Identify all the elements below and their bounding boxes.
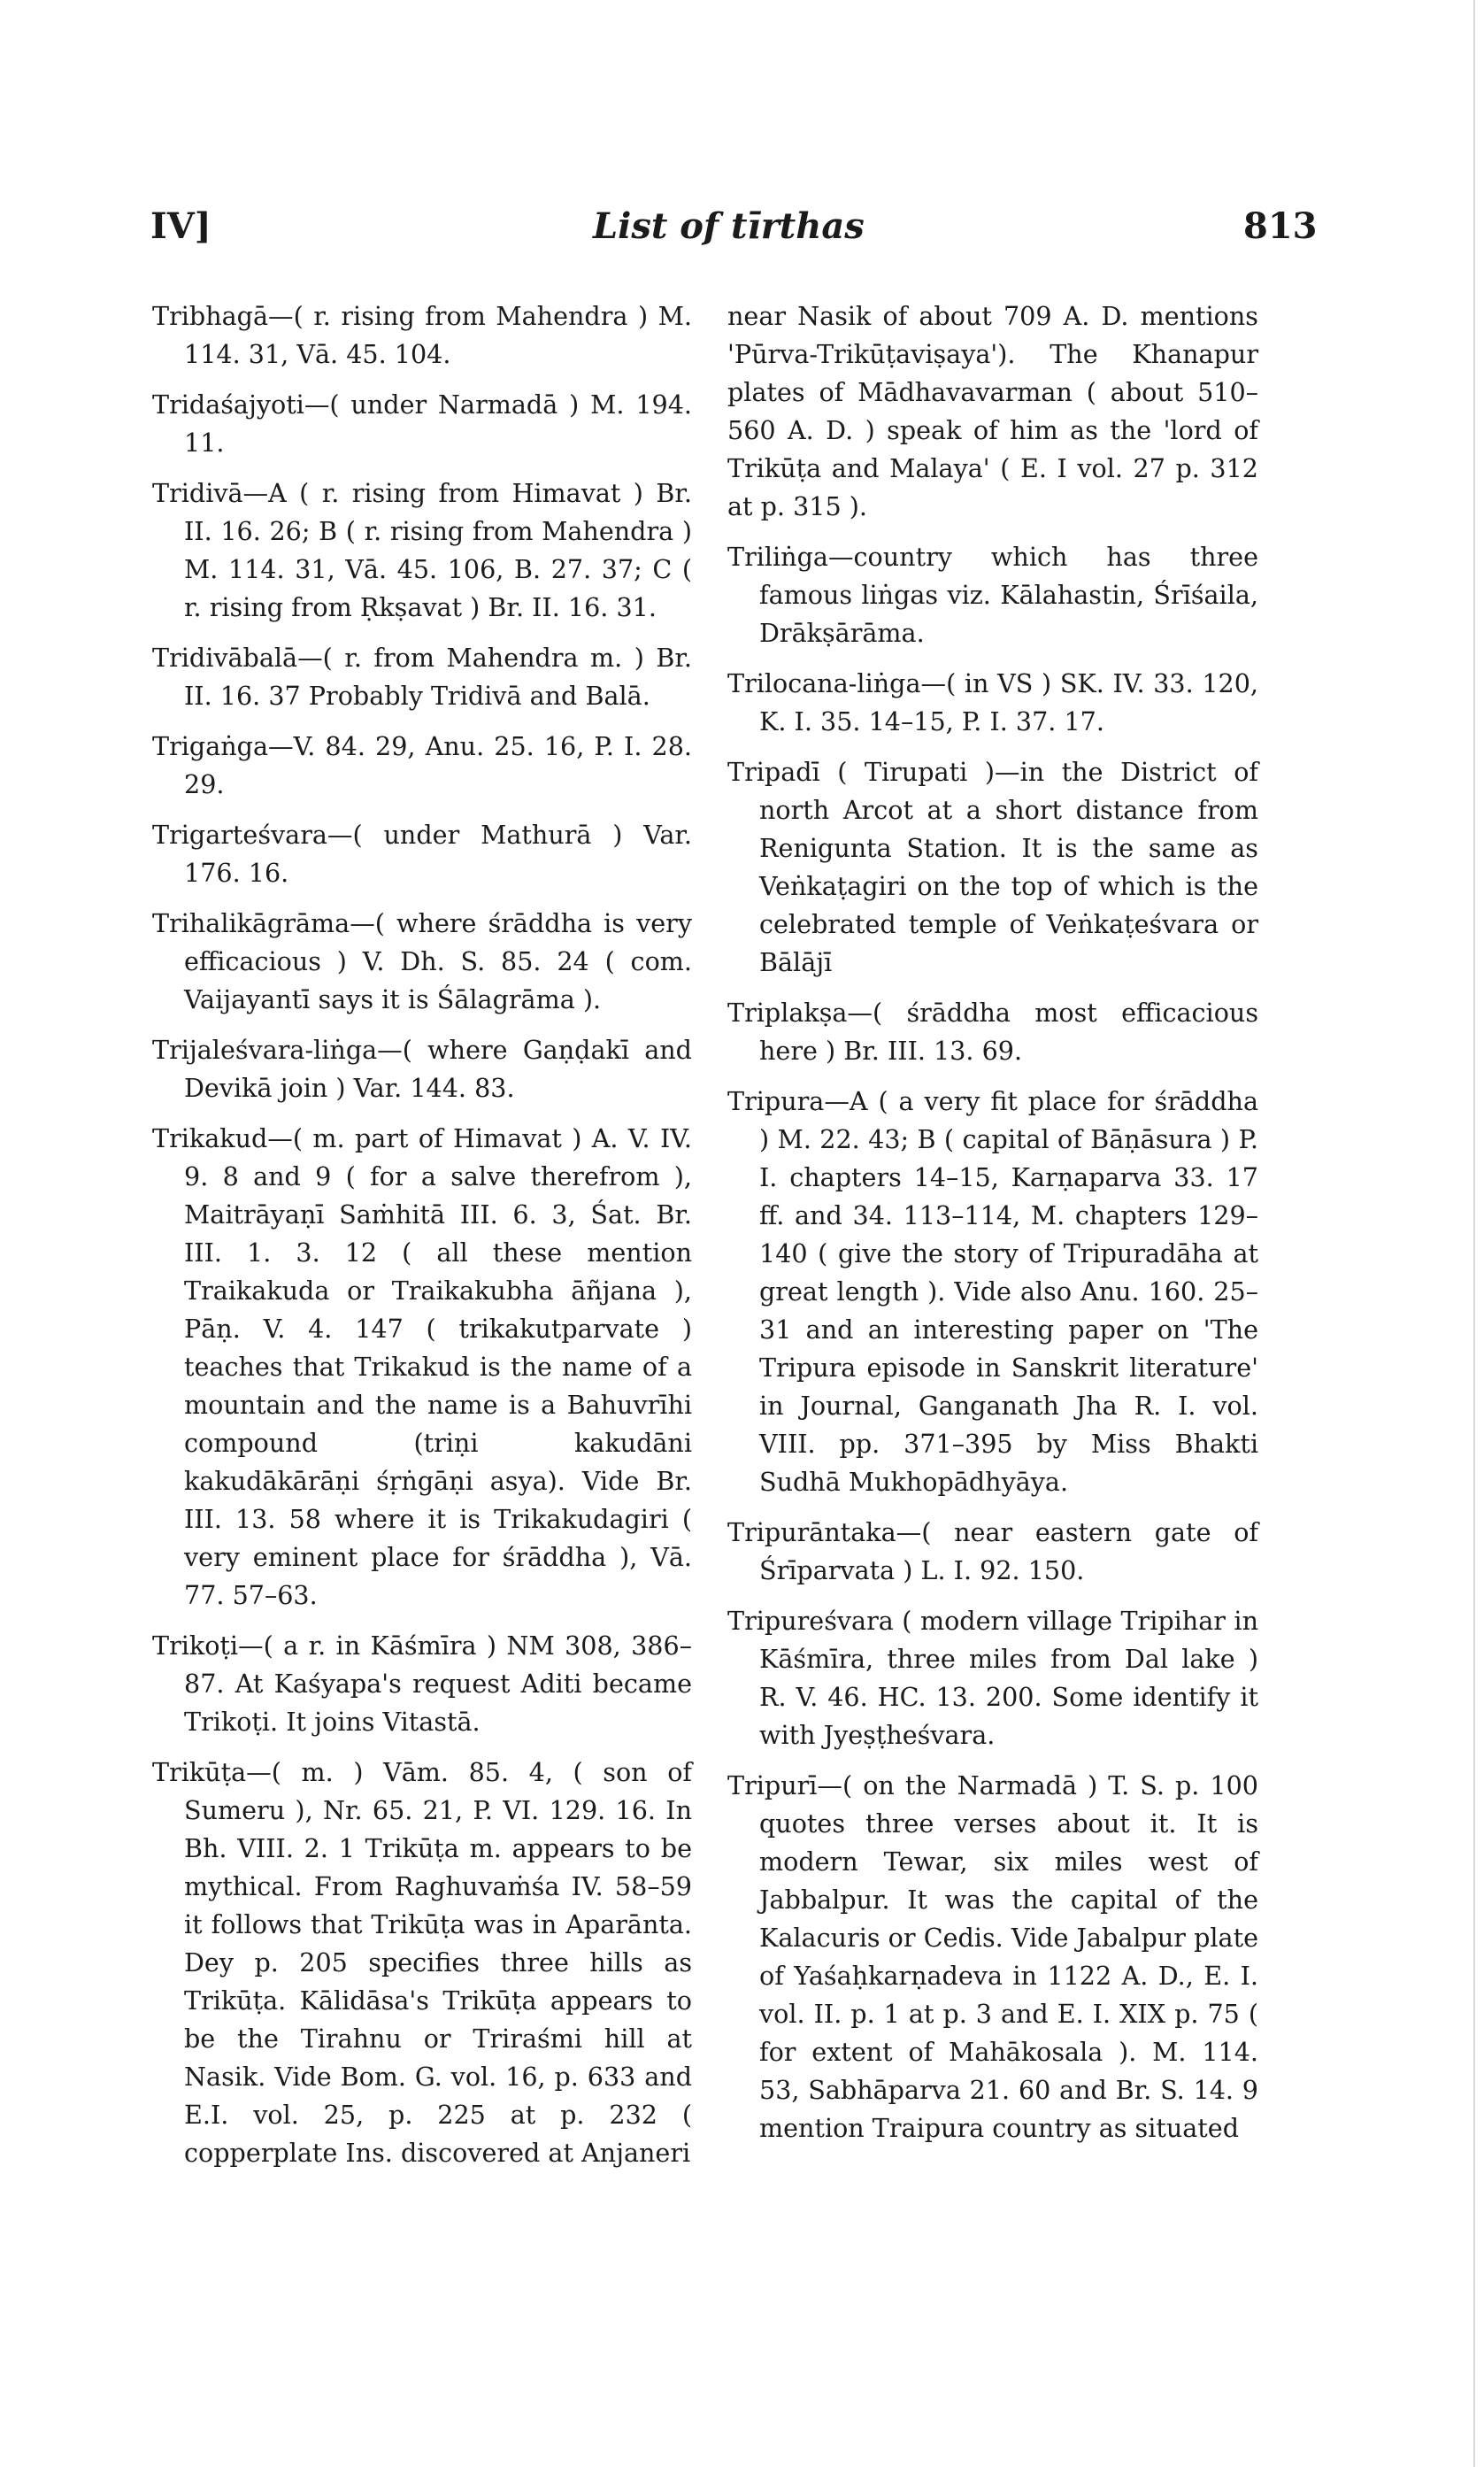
- scan-edge: [1473, 0, 1475, 2467]
- entry-trilinga: Triliṅga—country which has three famous liṅgas viz. Kālahastin, Śrīśaila, Drākṣārāma.: [727, 542, 1258, 648]
- entry-trikoti: Trikoṭi—( a r. in Kāśmīra ) NM 308, 386–87. At Kaśyapa's request Aditi became Trikoṭi. It joins Vitastā.: [152, 1631, 692, 1737]
- right-column: [727, 297, 1258, 2160]
- entry-tribhaga: Tribhagā—( r. rising from Mahendra ) M. 114. 31, Vā. 45. 104.: [152, 301, 692, 369]
- page-header: [0, 205, 1484, 258]
- entry-tridasajyoti: Tridaśajyoti—( under Narmadā ) M. 194. 11.: [152, 389, 692, 458]
- entry-triplaksa: Triplakṣa—( śrāddha most efficacious here ) Br. III. 13. 69.: [727, 998, 1258, 1066]
- entry-tridiva: Tridivā—A ( r. rising from Himavat ) Br. II. 16. 26; B ( r. rising from Mahendra ) M. 114. 31, Vā. 45. 106, B. 27. 37; C ( r. rising from Ṛkṣavat ) Br. II. 16. 31.: [152, 478, 692, 622]
- entry-trikakud: Trikakud—( m. part of Himavat ) A. V. IV. 9. 8 and 9 ( for a salve therefrom ), Maitrāyaṇī Saṁhitā III. 6. 3, Śat. Br. III. 1. 3. 12 ( all these mention Traikakuda or Traikakubha āñjana ), Pāṇ. V. 4. 147 ( trikakutparvate ) teaches that Trikakud is the name of a mountain and the name is a Bahuvrīhi compound (triṇi kakudāni kakudākārāṇi śṛṅgāṇi asya). Vide Br. III. 13. 58 where it is Trikakudagiri ( very eminent place for śrāddha ), Vā. 77. 57–63.: [152, 1123, 692, 1610]
- entry-triganga: Trigaṅga—V. 84. 29, Anu. 25. 16, P. I. 28. 29.: [152, 731, 692, 799]
- entry-trilocana-linga: Trilocana-liṅga—( in VS ) SK. IV. 33. 120, K. I. 35. 14–15, P. I. 37. 17.: [727, 668, 1258, 736]
- running-title: List of tīrthas: [593, 205, 865, 247]
- entry-tripuri: Tripurī—( on the Narmadā ) T. S. p. 100 quotes three verses about it. It is modern Tewar, six miles west of Jabbalpur. It was the capital of the Kalacuris or Cedis. Vide Jabalpur plate of Yaśaḥkarṇadeva in 1122 A. D., E. I. vol. II. p. 1 at p. 3 and E. I. XIX p. 75 ( for extent of Mahākosala ). M. 114. 53, Sabhāparva 21. 60 and Br. S. 14. 9 mention Traipura country as situated: [727, 1770, 1258, 2143]
- left-column: [152, 297, 692, 2185]
- entry-tridivabala: Tridivābalā—( r. from Mahendra m. ) Br. II. 16. 37 Probably Tridivā and Balā.: [152, 643, 692, 711]
- entry-trikuta-continued: near Nasik of about 709 A. D. mentions 'Pūrva-Trikūṭaviṣaya'). The Khanapur plates of Mādhavavarman ( about 510–560 A. D. ) speak of him as the 'lord of Trikūṭa and Malaya' ( E. I vol. 27 p. 312 at p. 315 ).: [727, 301, 1258, 521]
- entry-trigartesvara: Trigarteśvara—( under Mathurā ) Var. 176. 16.: [152, 820, 692, 888]
- entry-trihalikagrama: Trihalikāgrāma—( where śrāddha is very efficacious ) V. Dh. S. 85. 24 ( com. Vaijayantī says it is Śālagrāma ).: [152, 908, 692, 1014]
- section-number: IV]: [150, 205, 211, 247]
- entry-tripadi: Tripadī ( Tirupati )—in the District of north Arcot at a short distance from Renigunta Station. It is the same as Veṅkaṭagiri on the top of which is the celebrated temple of Veṅkaṭeśvara or Bālājī: [727, 757, 1258, 977]
- entry-trijalesvara-linga: Trijaleśvara-liṅga—( where Gaṇḍakī and Devikā join ) Var. 144. 83.: [152, 1035, 692, 1103]
- page-number: 813: [1243, 205, 1318, 247]
- entry-tripuresvara: Tripureśvara ( modern village Tripihar in Kāśmīra, three miles from Dal lake ) R. V. 46. HC. 13. 200. Some identify it with Jyeṣṭheśvara.: [727, 1606, 1258, 1750]
- entry-trikuta: Trikūṭa—( m. ) Vām. 85. 4, ( son of Sumeru ), Nr. 65. 21, P. VI. 129. 16. In Bh. VIII. 2. 1 Trikūṭa m. appears to be mythical. From Raghuvaṁśa IV. 58–59 it follows that Trikūṭa was in Aparānta. Dey p. 205 specifies three hills as Trikūṭa. Kālidāsa's Trikūṭa appears to be the Tirahnu or Triraśmi hill at Nasik. Vide Bom. G. vol. 16, p. 633 and E.I. vol. 25, p. 225 at p. 232 ( copperplate Ins. discovered at Anjaneri: [152, 1757, 692, 2168]
- entry-tripura: Tripura—A ( a very fit place for śrāddha ) M. 22. 43; B ( capital of Bāṇāsura ) P. I. chapters 14–15, Karṇaparva 33. 17 ff. and 34. 113–114, M. chapters 129–140 ( give the story of Tripuradāha at great length ). Vide also Anu. 160. 25–31 and an interesting paper on 'The Tripura episode in Sanskrit literature' in Journal, Ganganath Jha R. I. vol. VIII. pp. 371–395 by Miss Bhakti Sudhā Mukhopādhyāya.: [727, 1086, 1258, 1497]
- entry-tripurantaka: Tripurāntaka—( near eastern gate of Śrīparvata ) L. I. 92. 150.: [727, 1517, 1258, 1585]
